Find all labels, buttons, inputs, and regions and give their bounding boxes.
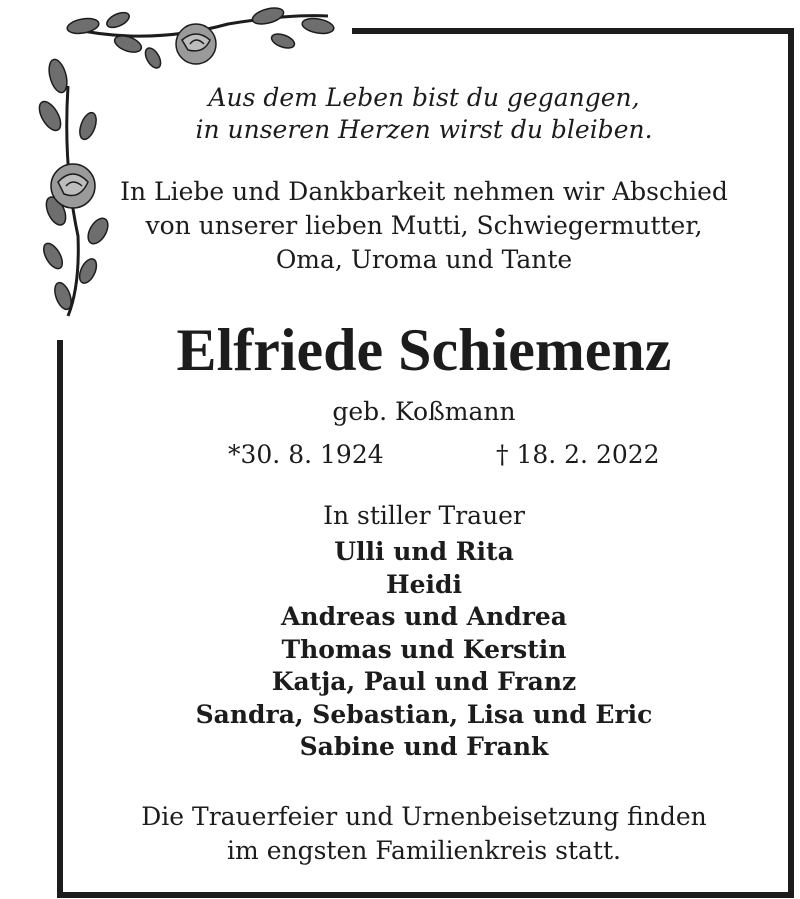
rose-branch-icon	[28, 6, 348, 326]
quote-line: Aus dem Leben bist du gegangen,	[208, 83, 640, 112]
intro-line: Oma, Uroma und Tante	[275, 245, 573, 274]
family-member: Katja, Paul und Franz	[271, 667, 577, 696]
family-member: Sabine und Frank	[299, 732, 549, 761]
mourning-heading: In stiller Trauer	[323, 501, 525, 530]
family-list	[60, 536, 788, 764]
deceased-name: Elfriede Schiemenz	[176, 317, 672, 383]
frame-border-right	[788, 28, 794, 898]
intro-line: von unserer lieben Mutti, Schwiegermutter,	[145, 211, 703, 240]
closing-line: Die Trauerfeier und Urnenbeisetzung finden	[141, 802, 707, 831]
quote-line: in unseren Herzen wirst du bleiben.	[195, 115, 653, 144]
funeral-notice	[60, 800, 788, 868]
quote-verse	[60, 82, 788, 146]
frame-border-bottom	[57, 892, 794, 898]
family-member: Heidi	[385, 569, 462, 599]
closing-line: im engsten Familienkreis statt.	[227, 836, 621, 865]
intro-line: In Liebe und Dankbarkeit nehmen wir Abschied	[120, 177, 728, 206]
family-member: Andreas und Andrea	[281, 602, 567, 631]
death-date: † 18. 2. 2022	[496, 440, 660, 469]
family-member: Thomas und Kerstin	[281, 634, 567, 664]
maiden-name: geb. Koßmann	[332, 397, 516, 426]
birth-date: *30. 8. 1924	[228, 440, 384, 469]
farewell-intro	[60, 175, 788, 277]
family-member: Sandra, Sebastian, Lisa und Eric	[195, 699, 653, 729]
family-member: Ulli und Rita	[334, 537, 514, 566]
frame-border-top	[352, 28, 794, 34]
